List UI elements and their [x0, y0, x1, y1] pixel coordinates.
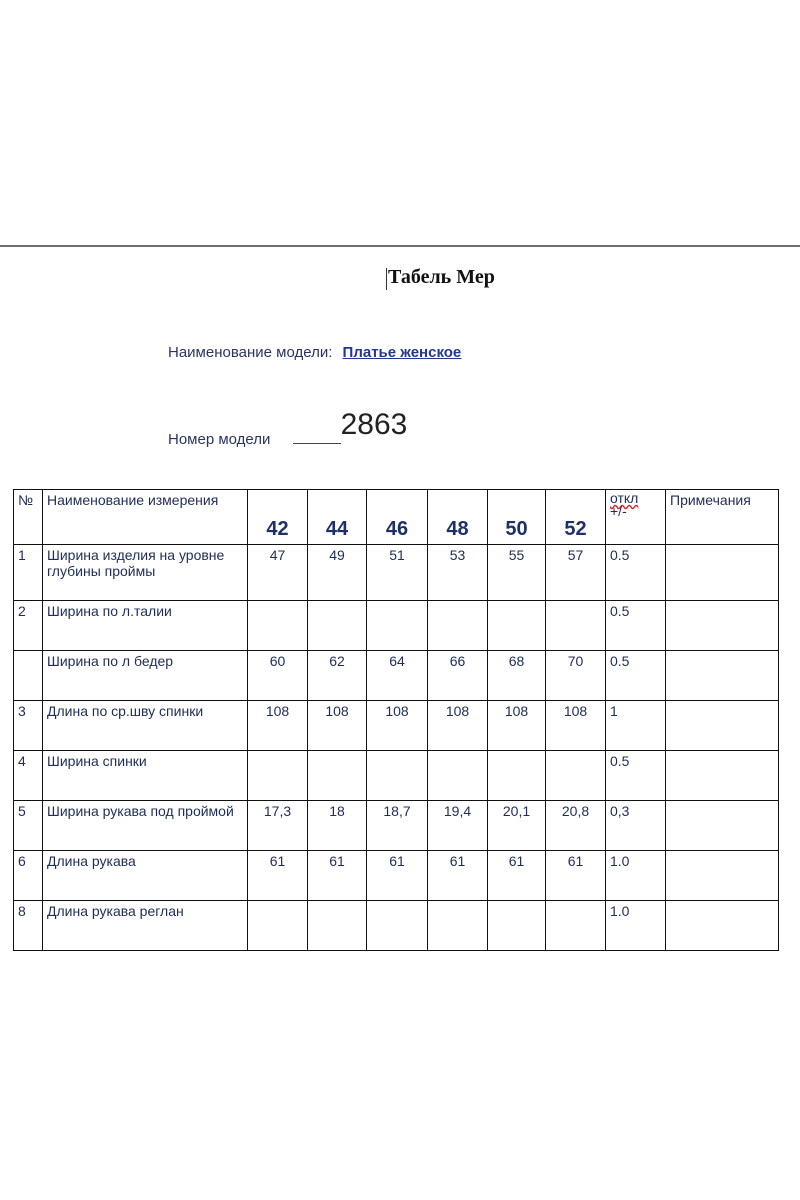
- header-size: 44: [325, 518, 349, 540]
- size-value: [248, 751, 308, 801]
- measurement-name: Ширина спинки: [43, 751, 248, 801]
- deviation-value: 0.5: [606, 751, 666, 801]
- table-row: [14, 851, 779, 901]
- table-row: [14, 651, 779, 701]
- size-value: 108: [308, 701, 367, 751]
- measurement-name: Длина по ср.шву спинки: [43, 701, 248, 751]
- size-value: 64: [367, 651, 428, 701]
- note-value: [666, 701, 779, 751]
- size-value: 53: [428, 545, 488, 601]
- table-row: [14, 801, 779, 851]
- document-title: Табель Мер: [388, 266, 495, 288]
- model-number-label: Номер модели: [168, 431, 271, 448]
- header-size-cell: [248, 490, 308, 545]
- size-value: [308, 901, 367, 951]
- row-number: 1: [14, 545, 43, 601]
- size-value: 62: [308, 651, 367, 701]
- header-size: 42: [266, 518, 289, 540]
- note-value: [666, 751, 779, 801]
- size-value: 108: [367, 701, 428, 751]
- size-value: 108: [428, 701, 488, 751]
- size-value: [546, 601, 606, 651]
- size-value: 18,7: [367, 801, 428, 851]
- note-value: [666, 801, 779, 851]
- header-size: 46: [385, 518, 409, 540]
- size-value: [428, 601, 488, 651]
- header-number: №: [14, 490, 43, 545]
- table-row: [14, 545, 779, 601]
- row-number: 5: [14, 801, 43, 851]
- header-size: 50: [505, 518, 528, 540]
- deviation-value: 0.5: [606, 601, 666, 651]
- size-value: 61: [488, 851, 546, 901]
- size-value: [308, 601, 367, 651]
- header-size-cell: [488, 490, 546, 545]
- row-number: 8: [14, 901, 43, 951]
- size-value: [546, 901, 606, 951]
- model-name-row: [168, 344, 461, 361]
- deviation-value: 1.0: [606, 851, 666, 901]
- size-value: 55: [488, 545, 546, 601]
- header-deviation-line2: +/-: [610, 503, 627, 519]
- measurement-name: Длина рукава реглан: [43, 901, 248, 951]
- size-value: 49: [308, 545, 367, 601]
- row-number: 2: [14, 601, 43, 651]
- note-value: [666, 601, 779, 651]
- size-value: [428, 751, 488, 801]
- model-name-label: Наименование модели:: [168, 344, 333, 361]
- note-value: [666, 901, 779, 951]
- size-value: 108: [546, 701, 606, 751]
- size-value: 20,1: [488, 801, 546, 851]
- table-row: [14, 751, 779, 801]
- size-value: 66: [428, 651, 488, 701]
- size-value: [248, 901, 308, 951]
- header-size-cell: [428, 490, 488, 545]
- size-value: [367, 601, 428, 651]
- row-number: 3: [14, 701, 43, 751]
- size-value: [546, 751, 606, 801]
- size-value: 68: [488, 651, 546, 701]
- header-size-cell: [367, 490, 428, 545]
- deviation-value: 1: [606, 701, 666, 751]
- text-cursor: [386, 268, 387, 290]
- measurement-name: Ширина изделия на уровне глубины проймы: [43, 545, 248, 601]
- header-size-cell: [546, 490, 606, 545]
- measurement-name: Длина рукава: [43, 851, 248, 901]
- note-value: [666, 651, 779, 701]
- size-value: [367, 751, 428, 801]
- measurements-table: [13, 489, 779, 951]
- size-value: 17,3: [248, 801, 308, 851]
- size-value: 70: [546, 651, 606, 701]
- measurement-name: Ширина рукава под проймой: [43, 801, 248, 851]
- size-value: 60: [248, 651, 308, 701]
- header-notes: Примечания: [666, 490, 779, 545]
- size-value: [488, 901, 546, 951]
- horizontal-rule: [0, 245, 800, 247]
- row-number: 4: [14, 751, 43, 801]
- header-deviation-line1: откл: [610, 490, 639, 506]
- model-number-blank-line: [293, 443, 341, 444]
- size-value: [248, 601, 308, 651]
- size-value: [367, 901, 428, 951]
- header-size-cell: [308, 490, 367, 545]
- size-value: [488, 601, 546, 651]
- size-value: 57: [546, 545, 606, 601]
- row-number: [14, 651, 43, 701]
- size-value: 61: [308, 851, 367, 901]
- deviation-value: 0,3: [606, 801, 666, 851]
- size-value: 51: [367, 545, 428, 601]
- table-row: [14, 701, 779, 751]
- header-size: 48: [446, 518, 469, 540]
- size-value: [488, 751, 546, 801]
- size-value: 47: [248, 545, 308, 601]
- size-value: 18: [308, 801, 367, 851]
- note-value: [666, 851, 779, 901]
- measurement-name: Ширина по л бедер: [43, 651, 248, 701]
- size-value: 61: [428, 851, 488, 901]
- table-header-row: [14, 490, 779, 545]
- deviation-value: 0.5: [606, 545, 666, 601]
- size-value: [308, 751, 367, 801]
- measurement-name: Ширина по л.талии: [43, 601, 248, 651]
- model-number-value: 2863: [340, 408, 408, 441]
- deviation-value: 1.0: [606, 901, 666, 951]
- row-number: 6: [14, 851, 43, 901]
- header-size: 52: [564, 518, 587, 540]
- size-value: 61: [367, 851, 428, 901]
- size-value: 20,8: [546, 801, 606, 851]
- note-value: [666, 545, 779, 601]
- deviation-value: 0.5: [606, 651, 666, 701]
- size-value: 61: [546, 851, 606, 901]
- size-value: 108: [248, 701, 308, 751]
- table-row: [14, 901, 779, 951]
- model-number-row: [168, 408, 408, 448]
- size-value: 61: [248, 851, 308, 901]
- header-measurement-name: Наименование измерения: [43, 490, 248, 545]
- size-value: [428, 901, 488, 951]
- model-name-value: Платье женское: [342, 344, 462, 361]
- table-row: [14, 601, 779, 651]
- size-value: 19,4: [428, 801, 488, 851]
- size-value: 108: [488, 701, 546, 751]
- header-deviation: [606, 490, 666, 545]
